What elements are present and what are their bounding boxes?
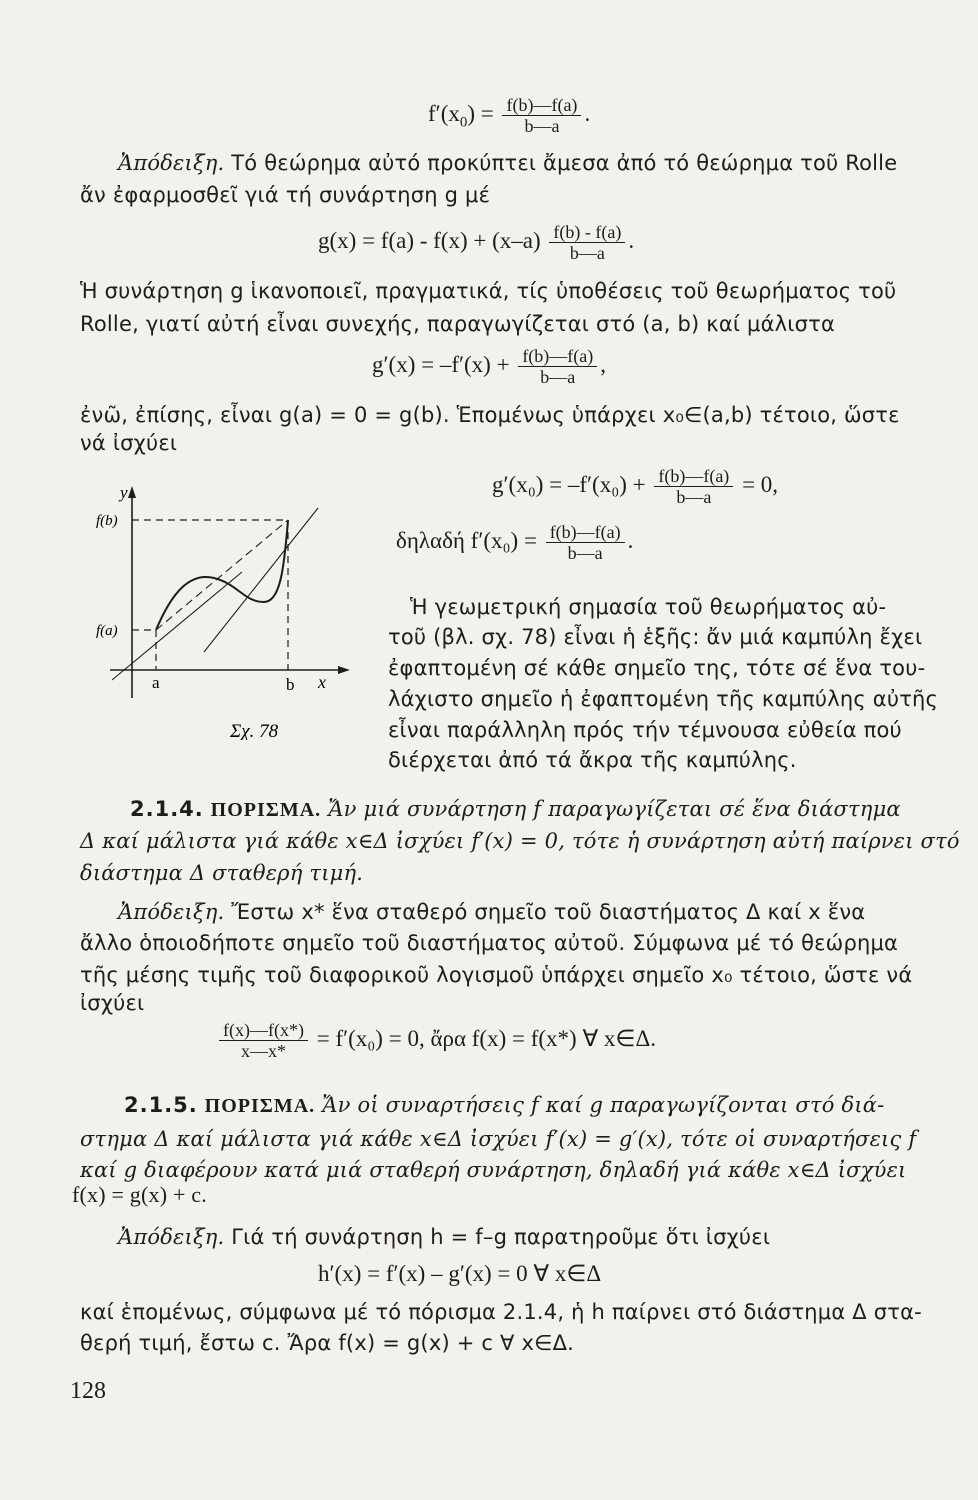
x-axis-arrow	[338, 666, 350, 674]
text-line: ἐφαπτομένη σέ κάθε σημεῖο της, τότε σέ ἕνα του-	[388, 656, 926, 680]
y-axis-arrow	[128, 486, 136, 498]
b-label: b	[286, 675, 295, 694]
text-line: εἶναι παράλληλη πρός τήν τέμνουσα εὐθεία πού	[388, 718, 902, 742]
fraction: $\frac{f(b)—f(a)}{b—a}$	[518, 346, 597, 387]
text-line: ἰσχύει	[80, 991, 145, 1015]
text-line: Ἡ γεωμετρική σημασία τοῦ θεωρήματος αὐ-	[410, 595, 887, 619]
fraction: $\frac{f(b)—f(a)}{b—a}$	[502, 95, 581, 136]
text-line: τῆς μέσης τιμῆς τοῦ διαφορικοῦ λογισμοῦ ὑπάρχει σημεῖο x₀ τέτοιο, ὥστε νά	[80, 963, 913, 987]
text-line: διέρχεται ἀπό τά ἄκρα τῆς καμπύλης.	[388, 748, 797, 772]
text-line: Rolle, γιατί αὐτή εἶναι συνεχής, παραγωγίζεται στό (a, b) καί μάλιστα	[80, 312, 835, 336]
page-number: 128	[70, 1378, 106, 1404]
proof-line: Ἀπόδειξη. Τό θεώρημα αὐτό προκύπτει ἄμεσα ἀπό τό θεώρημα τοῦ Rolle	[118, 151, 898, 175]
figure-78	[92, 480, 362, 740]
corollary-line: στημα Δ καί μάλιστα γιά κάθε x∈Δ ἰσχύει f′(x) = g′(x), τότε οἱ συναρτήσεις f	[80, 1127, 917, 1151]
secant-line	[156, 520, 288, 630]
formula-mvt: $\frac{f(x)—f(x*)}{x—x*}$ = f′(x₀) = 0, ἄρα f(x) = f(x*) ∀ x∈Δ.	[216, 1020, 656, 1061]
formula-mean-value: $f'(x_0)$ = $\frac{f(b)—f(a)}{b—a}$ .	[428, 95, 591, 136]
y-axis-label: y	[120, 483, 128, 502]
text-line: ἐνῶ, ἐπίσης, εἶναι g(a) = 0 = g(b). Ἑπομένως ὑπάρχει x₀∈(a,b) τέτοιο, ὥστε	[80, 403, 900, 427]
text-line: λάχιστο σημεῖο ἡ ἐφαπτομένη τῆς καμπύλης αὐτῆς	[388, 687, 939, 711]
text-line: θερή τιμή, ἔστω c. Ἄρα f(x) = g(x) + c ∀ x∈Δ.	[80, 1331, 575, 1355]
text-line: ἄλλο ὁποιοδήποτε σημεῖο τοῦ διαστήματος αὐτοῦ. Σύμφωνα μέ τό θεώρημα	[80, 931, 899, 955]
corollary-line: Δ καί μάλιστα γιά κάθε x∈Δ ἰσχύει f′(x) = 0, τότε ἡ συνάρτηση αὐτή παίρνει στό	[80, 829, 960, 853]
corollary-heading: 2.1.5. ΠΟΡΙΣΜΑ. Ἄν οἱ συναρτήσεις f καί g παραγωγίζονται στό διά-	[124, 1093, 885, 1117]
fraction: $\frac{f(b) - f(a)}{b—a}$	[549, 222, 625, 263]
formula-g-prime: g′(x) = –f′(x) + $\frac{f(b)—f(a)}{b—a}$ ,	[372, 346, 607, 387]
fb-label: f(b)	[96, 513, 118, 529]
formula-f-prime-x0: δηλαδή f′(x₀) = $\frac{f(b)—f(a)}{b—a}$ .	[396, 522, 634, 563]
figure-caption: Σχ. 78	[230, 721, 279, 740]
x-axis-label: x	[318, 672, 326, 692]
text-line: Ἡ συνάρτηση g ἱκανοποιεῖ, πραγματικά, τίς ὑποθέσεις τοῦ θεωρήματος τοῦ	[80, 279, 897, 303]
fraction: $\frac{f(b)—f(a)}{b—a}$	[546, 522, 625, 563]
proof-line: Ἀπόδειξη. Γιά τή συνάρτηση h = f–g παρατηροῦμε ὅτι ἰσχύει	[118, 1225, 771, 1249]
fa-label: f(a)	[96, 623, 118, 639]
corollary-line: καί g διαφέρουν κατά μιά σταθερή συνάρτηση, δηλαδή γιά κάθε x∈Δ ἰσχύει	[80, 1158, 907, 1182]
text-line: καί ἑπομένως, σύμφωνα μέ τό πόρισμα 2.1.4, ἡ h παίρνει στό διάστημα Δ στα-	[80, 1300, 922, 1324]
formula-g-prime-x0: g′(x₀) = –f′(x₀) + $\frac{f(b)—f(a)}{b—a}$ = 0,	[492, 466, 779, 507]
fraction: $\frac{f(b)—f(a)}{b—a}$	[654, 466, 733, 507]
a-label: a	[152, 673, 160, 692]
proof-line: ἄν ἐφαρμοσθεῖ γιά τή συνάρτηση g μέ	[80, 183, 491, 207]
proof-line: Ἀπόδειξη. Ἔστω x* ἕνα σταθερό σημεῖο τοῦ διαστήματος Δ καί x ἕνα	[118, 900, 866, 924]
text-line: νά ἰσχύει	[80, 431, 178, 455]
formula-h-prime: h′(x) = f′(x) – g′(x) = 0 ∀ x∈Δ	[318, 1261, 602, 1286]
text-line: τοῦ (βλ. σχ. 78) εἶναι ἡ ἑξῆς: ἄν μιά καμπύλη ἔχει	[388, 625, 923, 649]
fraction: $\frac{f(x)—f(x*)}{x—x*}$	[219, 1020, 308, 1061]
corollary-heading: 2.1.4. ΠΟΡΙΣΜΑ. Ἄν μιά συνάρτηση f παραγωγίζεται σέ ἕνα διάστημα	[130, 797, 901, 821]
formula-g: g(x) = f(a) - f(x) + (x–a) $\frac{f(b) - f(a)}{b—a}$ .	[318, 222, 635, 263]
corollary-line: διάστημα Δ σταθερή τιμή.	[80, 861, 364, 885]
corollary-line: f(x) = g(x) + c.	[72, 1182, 207, 1207]
